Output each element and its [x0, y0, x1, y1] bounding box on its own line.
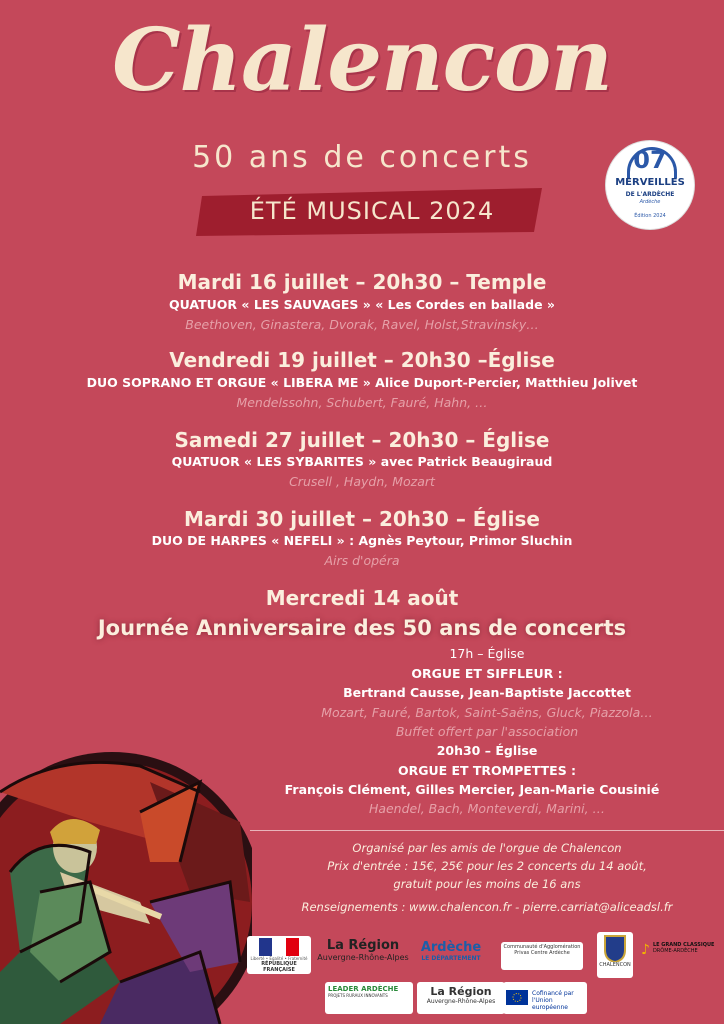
grand-classique-logo [641, 942, 721, 968]
page-subtitle: 50 ans de concerts [192, 140, 532, 175]
event-1-title: QUATUOR « LES SAUVAGES » « Les Cordes en ballade » [169, 297, 555, 312]
price-text: Prix d'entrée : 15€, 25€ pour les 2 concerts du 14 août, [327, 859, 647, 873]
session-2-title: ORGUE ET TROMPETTES : [397, 763, 577, 778]
session-1-time: 17h – Église [449, 646, 525, 661]
leader-label: LEADER ARDÈCHE [328, 985, 399, 993]
event-2-composers: Mendelssohn, Schubert, Fauré, Hahn, … [236, 395, 488, 410]
free-entry-text: gratuit pour les moins de 16 ans [393, 877, 581, 891]
event-2-date: Vendredi 19 juillet – 20h30 –Église [169, 348, 555, 372]
ardeche-label: Ardèche [420, 940, 482, 955]
ardeche-sublabel: LE DÉPARTEMENT [421, 955, 481, 962]
buffet-note: Buffet offert par l'association [395, 724, 579, 739]
event-1-date: Mardi 16 juillet – 20h30 – Temple [177, 270, 547, 294]
session-1-artists: Bertrand Causse, Jean-Baptiste Jaccottet [343, 685, 631, 700]
merveilles-ardeche-badge [606, 141, 694, 229]
page-title: Chalencon [112, 10, 612, 111]
crest-icon [603, 934, 627, 962]
sponsor-logos [245, 928, 724, 1024]
info-divider [250, 830, 724, 831]
badge-number: 07 [633, 146, 667, 174]
badge-subtitle: DE L'ARDÈCHE [625, 191, 675, 198]
anniversary-title: Journée Anniversaire des 50 ans de concerts [97, 616, 627, 640]
anniversary-date: Mercredi 14 août [265, 586, 459, 610]
region2-sublabel: Auvergne-Rhône-Alpes [426, 998, 496, 1005]
session-2-time: 20h30 – Église [436, 743, 538, 758]
classique-label: LE GRAND CLASSIQUE [652, 942, 715, 948]
event-4-date: Mardi 30 juillet – 20h30 – Église [184, 507, 540, 531]
session-2-artists: François Clément, Gilles Mercier, Jean-Marie Cousinié [284, 782, 660, 797]
event-3-date: Samedi 27 juillet – 20h30 – Église [174, 428, 550, 452]
ardeche-departement-logo [415, 940, 487, 970]
event-3-title: QUATUOR « LES SYBARITES » avec Patrick Beaugiraud [171, 454, 553, 469]
badge-brand: Ardèche [639, 199, 661, 205]
organizer-text: Organisé par les amis de l'orgue de Chalencon [352, 841, 622, 855]
region-logo [317, 938, 409, 972]
trumpet-figure-icon: ♪ [641, 942, 650, 958]
agglo-label: Communauté d'Agglomération Privas Centre Ardèche [503, 944, 581, 956]
agglo-privas-logo [501, 942, 583, 970]
badge-edition: Édition 2024 [634, 213, 666, 219]
eu-logo [503, 982, 587, 1014]
festival-banner [196, 186, 548, 236]
chalencon-crest-logo [597, 932, 633, 978]
eu-flag-icon [506, 990, 528, 1005]
leader-ardeche-logo [325, 982, 413, 1014]
marianne-flag-icon [259, 938, 299, 956]
chalencon-logo-label: CHALENCON [599, 962, 631, 968]
banner-label: ÉTÉ MUSICAL 2024 [249, 197, 495, 225]
stained-glass-musician-image [0, 752, 252, 1024]
event-4-composers: Airs d'opéra [324, 553, 400, 568]
contact-text: Renseignements : www.chalencon.fr - pierre.carriat@aliceadsl.fr [301, 900, 673, 914]
eu-label: Cofinancé par l'Union européenne [532, 990, 574, 1011]
region-label: La Région [326, 938, 400, 953]
classique-sublabel: DRÔME-ARDÈCHE [652, 948, 698, 954]
event-3-composers: Crusell , Haydn, Mozart [289, 474, 435, 489]
rf-label: RÉPUBLIQUE FRANÇAISE [261, 961, 297, 973]
leader-sublabel: PROJETS RURAUX INNOVANTS [328, 993, 388, 998]
republique-francaise-logo [247, 936, 311, 974]
event-1-composers: Beethoven, Ginastera, Dvorak, Ravel, Holst,Stravinsky… [185, 317, 539, 332]
event-2-title: DUO SOPRANO ET ORGUE « LIBERA ME » Alice Duport-Percier, Matthieu Jolivet [86, 375, 638, 390]
region-logo-2 [417, 982, 505, 1014]
event-4-title: DUO DE HARPES « NEFELI » : Agnès Peytour, Primor Sluchin [151, 533, 573, 548]
session-1-composers: Mozart, Fauré, Bartok, Saint-Saëns, Gluck, Piazzola… [321, 705, 653, 720]
badge-title: MERVEILLES [615, 177, 685, 188]
region2-label: La Région [430, 985, 492, 998]
session-1-title: ORGUE ET SIFFLEUR : [411, 666, 563, 681]
rf-motto: Liberté • Égalité • Fraternité [250, 956, 308, 961]
session-2-composers: Haendel, Bach, Monteverdi, Marini, … [368, 801, 606, 816]
region-sublabel: Auvergne-Rhône-Alpes [317, 953, 409, 962]
